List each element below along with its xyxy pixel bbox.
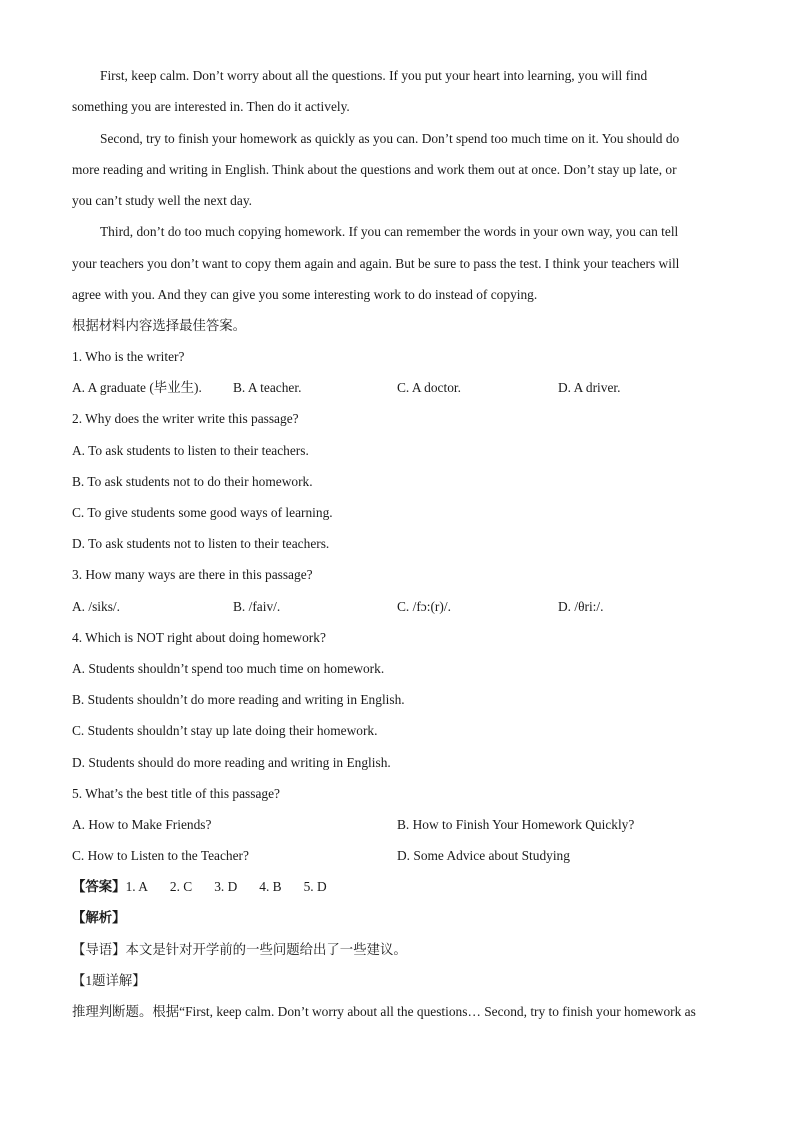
question-5-option-c: C. How to Listen to the Teacher? — [72, 848, 249, 863]
answer-item: 4. B — [259, 879, 282, 894]
question-5-option-d: D. Some Advice about Studying — [397, 848, 570, 863]
answer-item: 1. A — [125, 879, 148, 894]
question-3-option-a: A. /siks/. — [72, 599, 120, 614]
passage-line-7: your teachers you don’t want to copy them again and again. But be sure to pass the test. I think your teachers will — [72, 256, 680, 271]
question-4-option-a: A. Students shouldn’t spend too much time on homework. — [72, 661, 385, 676]
question-1-option-a: A. A graduate (毕业生). — [72, 380, 202, 395]
detail-label: 【1题详解】 — [72, 973, 146, 988]
answer-label: 【答案】 — [72, 879, 126, 894]
detail-text: 推理判断题。根据“First, keep calm. Don’t worry about all the questions… Second, try to finish your homework as — [72, 1004, 696, 1019]
question-4-option-b: B. Students shouldn’t do more reading and writing in English. — [72, 692, 405, 707]
guide-text: 【导语】本文是针对开学前的一些问题给出了一些建议。 — [72, 942, 407, 957]
question-4-option-d: D. Students should do more reading and writing in English. — [72, 755, 391, 770]
instruction: 根据材料内容选择最佳答案。 — [72, 318, 247, 333]
question-1-stem: 1. Who is the writer? — [72, 349, 185, 364]
passage-line-8: agree with you. And they can give you some interesting work to do instead of copying. — [72, 287, 538, 302]
question-2-option-c: C. To give students some good ways of learning. — [72, 505, 333, 520]
question-1-option-b: B. A teacher. — [233, 380, 302, 395]
question-5-option-a: A. How to Make Friends? — [72, 817, 212, 832]
question-2-option-d: D. To ask students not to listen to their teachers. — [72, 536, 330, 551]
question-5-option-b: B. How to Finish Your Homework Quickly? — [397, 817, 635, 832]
passage-line-5: you can’t study well the next day. — [72, 193, 252, 208]
question-1-option-c: C. A doctor. — [397, 380, 461, 395]
question-3-stem: 3. How many ways are there in this passage? — [72, 567, 313, 582]
passage-line-2: something you are interested in. Then do it actively. — [72, 99, 350, 114]
question-3-option-d: D. /θri:/. — [558, 599, 604, 614]
passage-line-1: First, keep calm. Don’t worry about all the questions. If you put your heart into learning, you will find — [100, 68, 648, 83]
passage-line-3: Second, try to finish your homework as quickly as you can. Don’t spend too much time on it. You should do — [100, 131, 680, 146]
answer-item: 3. D — [214, 879, 238, 894]
answer-item: 2. C — [169, 879, 193, 894]
answer-row — [72, 879, 349, 895]
question-2-option-b: B. To ask students not to do their homework. — [72, 474, 313, 489]
passage-line-6: Third, don’t do too much copying homework. If you can remember the words in your own way, you can tell — [100, 224, 679, 239]
question-1-option-d: D. A driver. — [558, 380, 621, 395]
question-3-option-c: C. /fɔ:(r)/. — [397, 599, 451, 614]
analysis-label: 【解析】 — [72, 910, 126, 925]
question-4-stem: 4. Which is NOT right about doing homework? — [72, 630, 326, 645]
question-2-option-a: A. To ask students to listen to their teachers. — [72, 443, 309, 458]
passage-line-4: more reading and writing in English. Think about the questions and work them out at once. Don’t stay up late, or — [72, 162, 677, 177]
question-5-stem: 5. What’s the best title of this passage? — [72, 786, 281, 801]
question-2-stem: 2. Why does the writer write this passage? — [72, 411, 299, 426]
question-3-option-b: B. /faiv/. — [233, 599, 281, 614]
answer-item: 5. D — [303, 879, 327, 894]
question-4-option-c: C. Students shouldn’t stay up late doing their homework. — [72, 723, 378, 738]
